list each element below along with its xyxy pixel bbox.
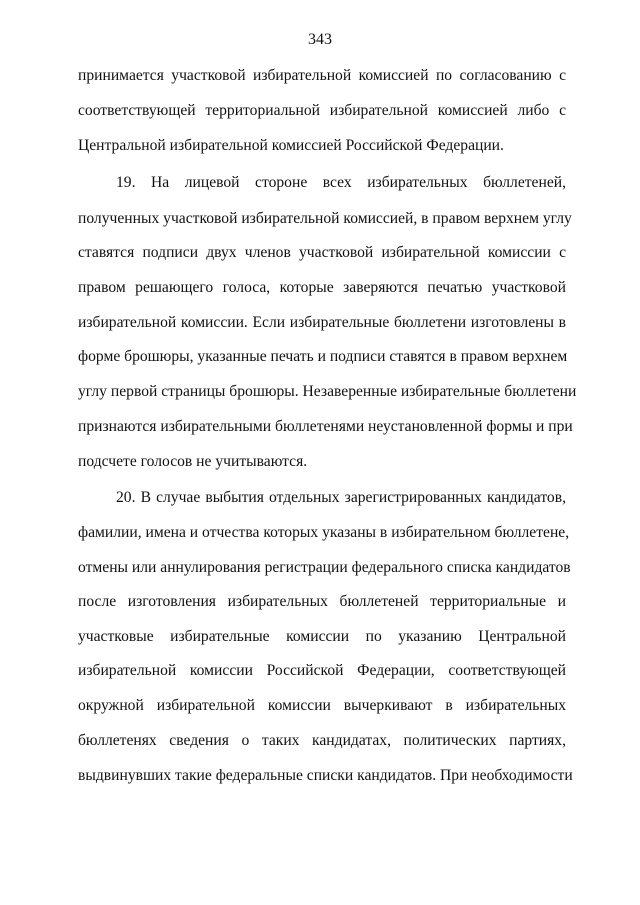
text-line: избирательной комиссии. Если избирательные бюллетени изготовлены в: [78, 314, 566, 331]
text-line: после изготовления избирательных бюллетеней территориальные и: [78, 593, 566, 610]
text-line: принимается участковой избирательной комиссией по согласованию с: [78, 67, 566, 84]
text-line: соответствующей территориальной избирательной комиссией либо с: [78, 102, 566, 119]
text-line: признаются избирательными бюллетенями неустановленной формы и при: [78, 418, 573, 435]
text-line: правом решающего голоса, которые заверяются печатью участковой: [78, 279, 566, 296]
text-line: избирательной комиссии Российской Федерации, соответствующей: [78, 662, 566, 679]
text-line: окружной избирательной комиссии вычеркивают в избирательных: [78, 697, 566, 714]
text-line: отмены или аннулирования регистрации федерального списка кандидатов: [78, 559, 571, 576]
text-line: полученных участковой избирательной комиссией, в правом верхнем углу: [78, 210, 572, 227]
text-line: фамилии, имена и отчества которых указаны в избирательном бюллетене,: [78, 524, 570, 541]
text-line: 20. В случае выбытия отдельных зарегистрированных кандидатов,: [116, 489, 566, 506]
text-line: углу первой страницы брошюры. Незаверенные избирательные бюллетени: [78, 383, 577, 400]
text-line: 19. На лицевой стороне всех избирательных бюллетеней,: [116, 174, 566, 191]
text-line: выдвинувших такие федеральные списки кандидатов. При необходимости: [78, 767, 573, 784]
page-number: 343: [308, 31, 332, 48]
text-line: участковые избирательные комиссии по указанию Центральной: [78, 628, 566, 645]
text-line: ставятся подписи двух членов участковой избирательной комиссии с: [78, 244, 566, 261]
text-line: форме брошюры, указанные печать и подписи ставятся в правом верхнем: [78, 348, 568, 365]
text-line: Центральной избирательной комиссией Российской Федерации.: [78, 137, 504, 154]
text-line: бюллетенях сведения о таких кандидатах, политических партиях,: [78, 732, 566, 749]
text-line: подсчете голосов не учитываются.: [78, 453, 308, 470]
